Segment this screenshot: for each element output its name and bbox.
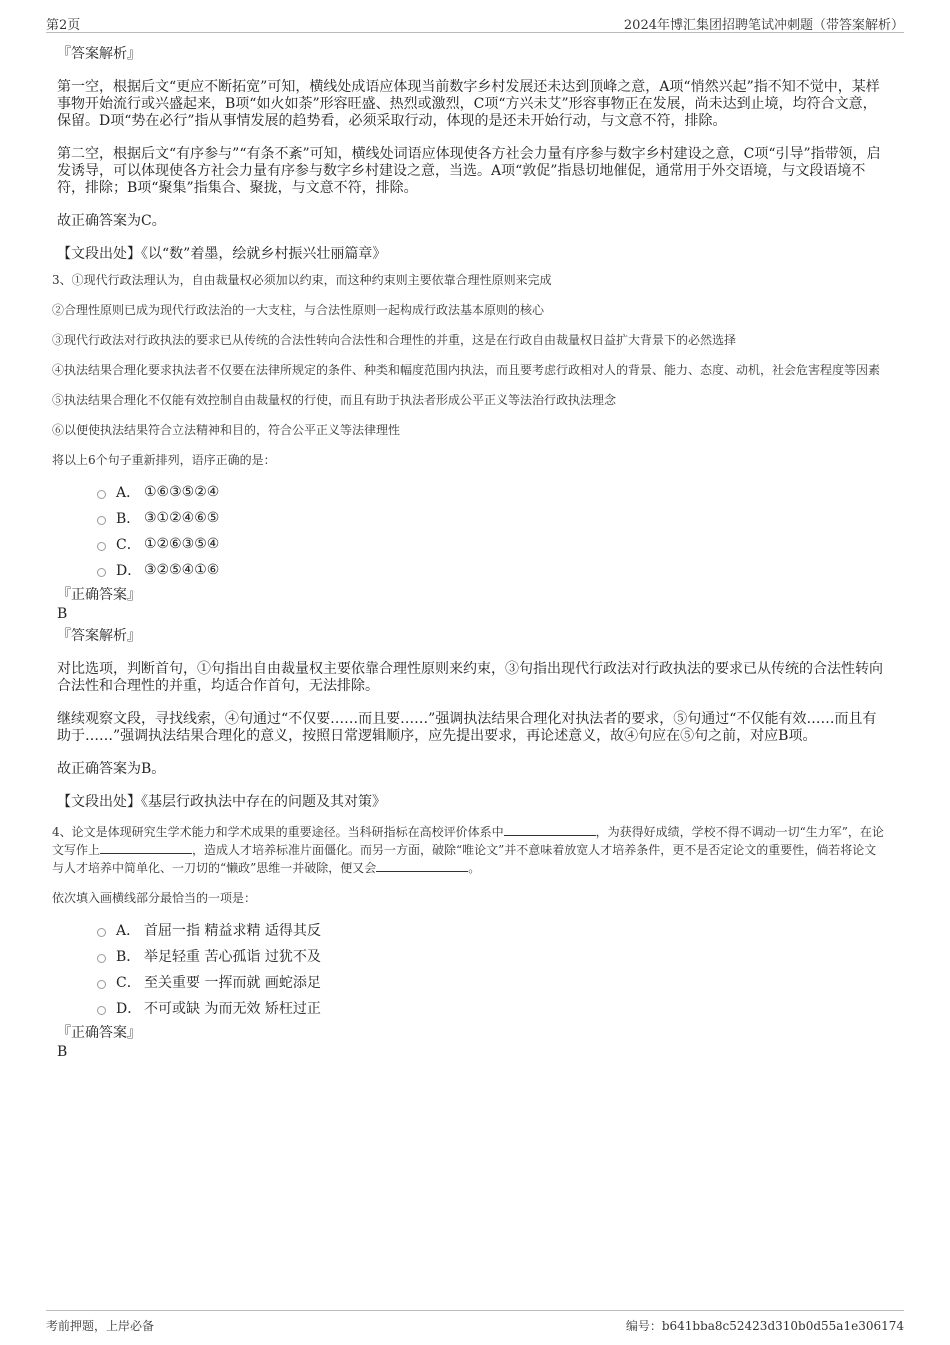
answer-options: [97, 917, 887, 1021]
radio-button[interactable]: [97, 928, 106, 937]
question-4-stem: 4、论文是体现研究生学术能力和学术成果的重要途径。当科研指标在高校评价体系中 ，为获得好成绩，学校不得不调动一切“生力军”，在论文写作上 ，造成人才培养标准片面僵化。而另一方面，破除“唯论文”并不意味着放宽人才培养条件，更不是否定论文的重要性，倘若将论文与人才培养中简单化、一刀切的“懒政”思维一并破除，便又会 。: [52, 825, 884, 875]
document-title: 2024年博汇集团招聘笔试冲刺题（带答案解析）: [623, 18, 904, 33]
page-header: [46, 10, 904, 33]
footer-slogan: 考前押题，上岸必备: [46, 1319, 155, 1333]
fill-blank: [504, 824, 596, 836]
option-c[interactable]: C． ①②⑥③⑤④: [97, 531, 887, 557]
radio-button[interactable]: [97, 516, 106, 525]
sentence-4: ④执法结果合理化要求执法者不仅要在法律所规定的条件、种类和幅度范围内执法，而且要考虑行政相对人的背景、能力、态度、动机，社会危害程度等因素: [52, 363, 881, 377]
radio-button[interactable]: [97, 954, 106, 963]
sentence-6: ⑥以便使执法结果符合立法精神和目的，符合公平正义等法律理性: [52, 423, 401, 437]
radio-button[interactable]: [97, 542, 106, 551]
question-3-stem: 3、①现代行政法理认为，自由裁量权必须加以约束，而这种约束则主要依靠合理性原则来完成: [52, 273, 552, 287]
radio-button[interactable]: [97, 980, 106, 989]
correct-answer: B: [57, 1044, 68, 1060]
option-b[interactable]: B． ③①②④⑥⑤: [97, 505, 887, 531]
option-a[interactable]: A． 首屈一指 精益求精 适得其反: [97, 917, 887, 943]
fill-blank: [376, 860, 468, 872]
option-b[interactable]: B． 举足轻重 苦心孤诣 过犹不及: [97, 943, 887, 969]
question-prompt: 依次填入画横线部分最恰当的一项是：: [52, 891, 257, 905]
conclusion: 故正确答案为B。: [57, 761, 166, 777]
radio-button[interactable]: [97, 1006, 106, 1015]
sentence-5: ⑤执法结果合理化不仅能有效控制自由裁量权的行使，而且有助于执法者形成公平正义等法治行政执法理念: [52, 393, 617, 407]
option-a[interactable]: A． ①⑥③⑤②④: [97, 479, 887, 505]
document-body: [52, 46, 887, 1060]
question-prompt: 将以上6个句子重新排列，语序正确的是：: [52, 453, 276, 467]
fill-blank: [100, 842, 192, 854]
analysis-paragraph: 第一空，根据后文“更应不断拓宽”可知，横线处成语应体现当前数字乡村发展还未达到顶峰之意，A项“悄然兴起”指不知不觉中，某样事物开始流行或兴盛起来，B项“如火如荼”形容旺盛、热烈或激烈，C项“方兴未艾”形容事物正在发展，尚未达到止境，均符合文意，保留。D项“势在必行”指从事情发展的趋势看，必须采取行动，体现的是还未开始行动，与文意不符，排除。: [57, 79, 880, 129]
correct-answer-label: 『正确答案』: [57, 587, 141, 603]
analysis-label: 『答案解析』: [57, 46, 141, 62]
source-citation: 【文段出处】《基层行政执法中存在的问题及其对策》: [57, 794, 386, 810]
option-d[interactable]: D． ③②⑤④①⑥: [97, 557, 887, 583]
sentence-3: ③现代行政法对行政执法的要求已从传统的合法性转向合法性和合理性的并重，这是在行政自由裁量权日益扩大背景下的必然选择: [52, 333, 737, 347]
answer-options: [97, 479, 887, 583]
conclusion: 故正确答案为C。: [57, 213, 166, 229]
analysis-label: 『答案解析』: [57, 628, 141, 644]
option-d[interactable]: D． 不可或缺 为而无效 矫枉过正: [97, 995, 887, 1021]
page-number: 第2页: [46, 18, 81, 33]
page-footer: [46, 1310, 904, 1337]
correct-answer-label: 『正确答案』: [57, 1025, 141, 1041]
radio-button[interactable]: [97, 568, 106, 577]
sentence-2: ②合理性原则已成为现代行政法治的一大支柱，与合法性原则一起构成行政法基本原则的核心: [52, 303, 545, 317]
analysis-paragraph: 对比选项，判断首句，①句指出自由裁量权主要依靠合理性原则来约束，③句指出现代行政法对行政执法的要求已从传统的合法性转向合法性和合理性的并重，均适合作首句，无法排除。: [57, 661, 883, 694]
analysis-paragraph: 继续观察文段，寻找线索，④句通过“不仅要……而且要……”强调执法结果合理化对执法者的要求，⑤句通过“不仅能有效……而且有助于……”强调执法结果合理化的意义，按照日常逻辑顺序，应先提出要求，再论述意义，故④句应在⑤句之前，对应B项。: [57, 711, 877, 744]
option-c[interactable]: C． 至关重要 一挥而就 画蛇添足: [97, 969, 887, 995]
source-citation: 【文段出处】《以“数”着墨，绘就乡村振兴壮丽篇章》: [57, 246, 387, 262]
correct-answer: B: [57, 606, 68, 622]
document-id: 编号：b641bba8c52423d310b0d55a1e306174: [625, 1319, 904, 1333]
radio-button[interactable]: [97, 490, 106, 499]
analysis-paragraph: 第二空，根据后文“有序参与”“有条不紊”可知，横线处词语应体现使各方社会力量有序参与数字乡村建设之意，C项“引导”指带领，启发诱导，可以体现使各方社会力量有序参与数字乡村建设之意，当选。A项“敦促”指恳切地催促，通常用于外交语境，与文段语境不符，排除；B项“聚集”指集合、聚拢，与文意不符，排除。: [57, 146, 881, 196]
